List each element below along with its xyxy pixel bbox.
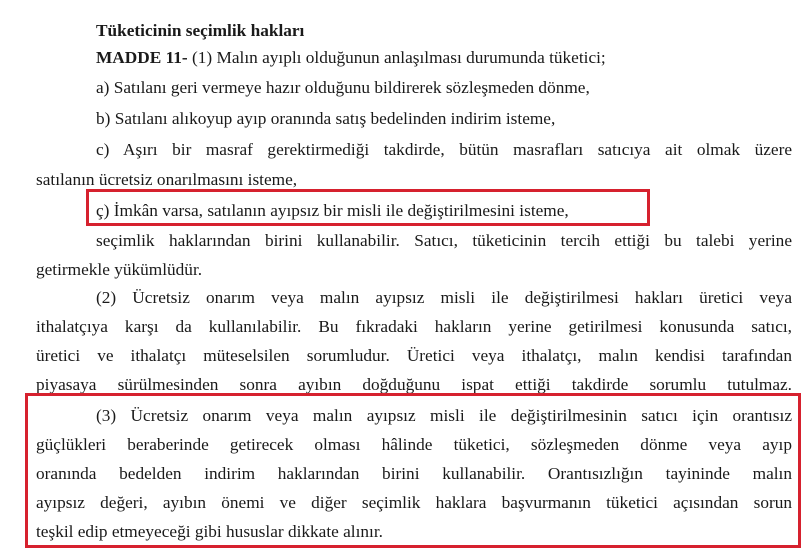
section-title: Tüketicinin seçimlik hakları bbox=[96, 21, 305, 40]
para3-line-5: teşkil edip etmeyeceği gibi hususlar dikkate alınır. bbox=[36, 522, 383, 541]
para2-line-1: (2) Ücretsiz onarım veya malın ayıpsız misli ile değiştirilmesi hakları üretici veya bbox=[96, 288, 792, 307]
para1-tail-line-2: getirmekle yükümlüdür. bbox=[36, 260, 203, 279]
para1-tail-line-1: seçimlik haklarından birini kullanabilir. Satıcı, tüketicinin tercih ettiği bu talebi yerine bbox=[96, 231, 792, 250]
para2-line-2: ithalatçıya karşı da kullanılabilir. Bu fıkradaki hakların yerine getirilmesi konusunda satıcı, bbox=[36, 317, 792, 336]
highlight-box-option-cc bbox=[86, 189, 650, 226]
option-cc: ç) İmkân varsa, satılanın ayıpsız bir misli ile değiştirilmesini isteme, bbox=[96, 201, 569, 220]
para3-line-3: oranında bedelden indirim haklarından birini kullanabilir. Orantısızlığın tayininde malın bbox=[36, 464, 792, 483]
article-heading bbox=[96, 47, 606, 69]
para2-line-4: piyasaya sürülmesinden sonra ayıbın doğduğunu ispat ettiği takdirde sorumlu tutulmaz. bbox=[36, 375, 792, 394]
option-a: a) Satılanı geri vermeye hazır olduğunu bildirerek sözleşmeden dönme, bbox=[96, 78, 590, 97]
option-c-line-1: c) Aşırı bir masraf gerektirmediği takdirde, bütün masrafları satıcıya ait olmak üzere bbox=[96, 140, 792, 159]
option-c-line-2: satılanın ücretsiz onarılmasını isteme, bbox=[36, 170, 298, 189]
para3-line-4: ayıpsız değeri, ayıbın önemi ve diğer seçimlik haklara başvurmanın tüketici açısından sorun bbox=[36, 493, 792, 512]
article-label: MADDE 11- bbox=[96, 48, 188, 67]
para3-line-1: (3) Ücretsiz onarım veya malın ayıpsız misli ile değiştirilmesinin satıcı için orantısız bbox=[96, 406, 792, 425]
para3-line-2: güçlükleri beraberinde getirecek olması hâlinde tüketici, sözleşmeden dönme veya ayıp bbox=[36, 435, 792, 454]
article-intro: (1) Malın ayıplı olduğunun anlaşılması durumunda tüketici; bbox=[187, 48, 606, 67]
option-b: b) Satılanı alıkoyup ayıp oranında satış bedelinden indirim isteme, bbox=[96, 109, 556, 128]
para2-line-3: üretici ve ithalatçı müteselsilen sorumludur. Üretici veya ithalatçı, malın kendisi tarafından bbox=[36, 346, 792, 365]
highlight-box-paragraph-3 bbox=[25, 393, 801, 548]
